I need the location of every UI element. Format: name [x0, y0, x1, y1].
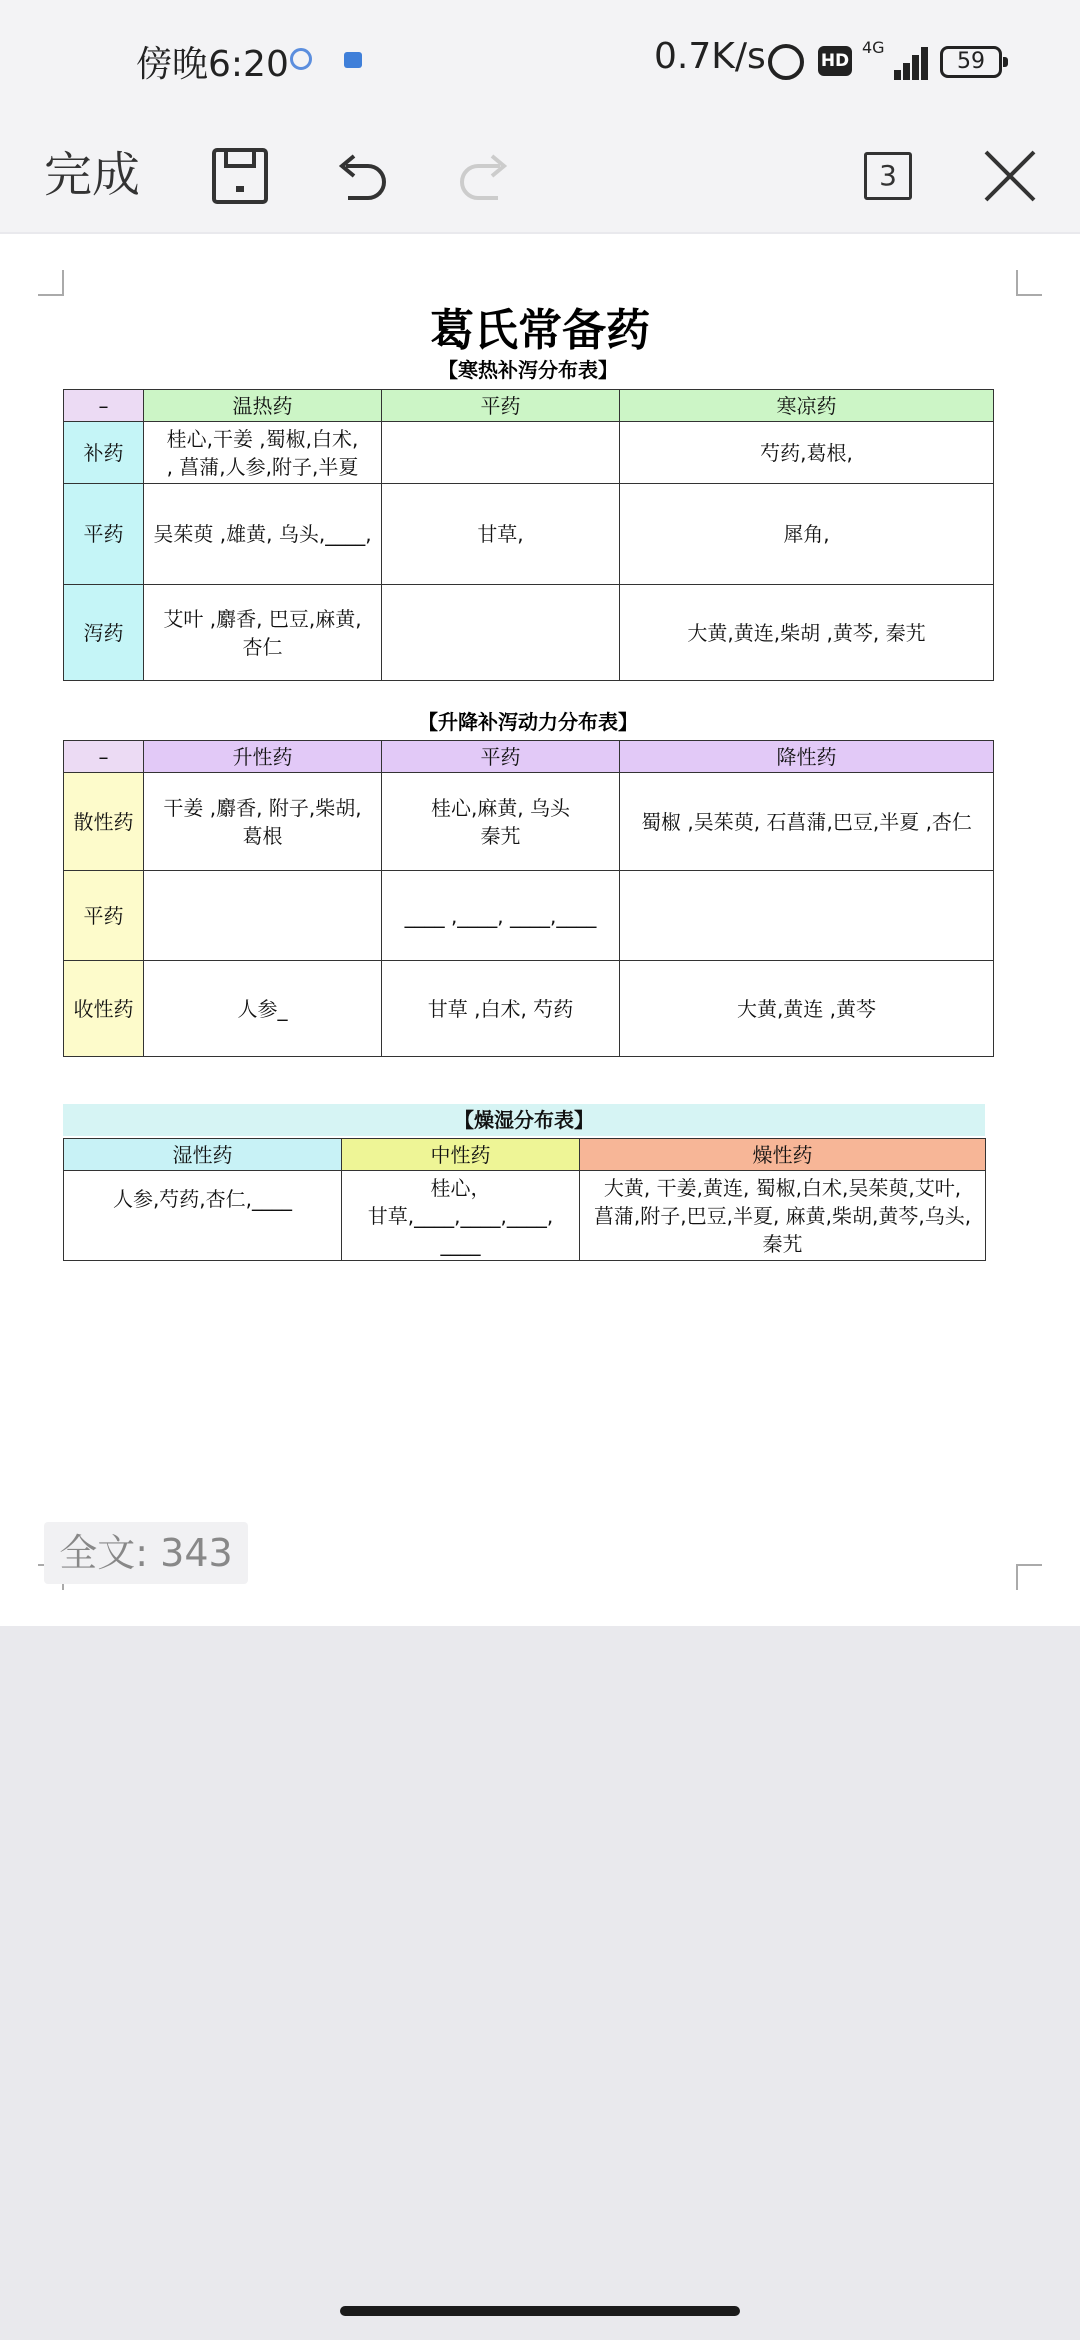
table-header-cell: 平药	[382, 390, 620, 422]
table-header-cell: 燥性药	[580, 1139, 986, 1171]
table-header-cell: 平药	[382, 741, 620, 773]
row-header: 泻药	[64, 585, 144, 681]
close-button[interactable]	[970, 136, 1050, 216]
save-icon	[200, 136, 280, 216]
alarm-icon	[768, 44, 804, 80]
table-row	[64, 422, 994, 484]
table-header-cell: 中性药	[342, 1139, 580, 1171]
table-cell: 犀角,	[620, 484, 994, 585]
page-corner-mark	[38, 270, 64, 296]
row-header: 收性药	[64, 961, 144, 1057]
table1-caption: 【寒热补泻分布表】	[438, 358, 618, 382]
table-cell	[620, 871, 994, 961]
table-cell: 桂心,干姜 ,蜀椒,白术, , 菖蒲,人参,附子,半夏	[144, 422, 382, 484]
message-icon	[344, 52, 362, 68]
page-corner-mark	[1016, 270, 1042, 296]
table-row	[64, 1171, 986, 1261]
table-cell: ____ ,____, ____,____	[382, 871, 620, 961]
table-header-cell: –	[64, 390, 144, 422]
table-cell	[382, 585, 620, 681]
network-speed: 0.7K/s	[654, 36, 766, 77]
battery-icon: 59	[940, 46, 1002, 78]
word-count: 全文: 343	[44, 1522, 248, 1584]
editor-toolbar	[0, 120, 1080, 232]
table-cell: 大黄,黄连 ,黄芩	[620, 961, 994, 1057]
table-row	[64, 484, 994, 585]
row-header: 平药	[64, 484, 144, 585]
page-count: 3	[864, 152, 912, 200]
table-row	[64, 585, 994, 681]
table-cell: 桂心， 甘草,____,____,____, ____	[342, 1171, 580, 1261]
table-dry-damp	[63, 1138, 986, 1261]
table-cell: 艾叶 ,麝香, 巴豆,麻黄, 杏仁	[144, 585, 382, 681]
page-corner-mark	[1016, 1564, 1042, 1590]
done-button[interactable]: 完成	[44, 147, 141, 203]
document-title: 葛氏常备药	[430, 305, 650, 356]
home-indicator[interactable]	[340, 2306, 740, 2316]
row-header: 平药	[64, 871, 144, 961]
table-cell: 大黄,黄连,柴胡 ,黄芩, 秦艽	[620, 585, 994, 681]
table-cell: 芍药,葛根,	[620, 422, 994, 484]
table3-caption: 【燥湿分布表】	[63, 1104, 985, 1136]
document-page[interactable]	[0, 234, 1080, 1626]
undo-icon	[322, 136, 402, 216]
hd-badge: HD	[818, 46, 852, 76]
table-cell: 桂心,麻黄, 乌头 秦艽	[382, 773, 620, 871]
network-type: 4G	[862, 38, 885, 57]
redo-button[interactable]	[444, 136, 524, 216]
table-cell: 大黄, 干姜,黄连, 蜀椒,白术,吴茱萸,艾叶, 菖蒲,附子,巴豆,半夏, 麻黄,柴胡,黄芩,乌头, 秦艽	[580, 1171, 986, 1261]
table-row	[64, 961, 994, 1057]
table-cold-heat	[63, 389, 994, 681]
table-cell: 甘草,	[382, 484, 620, 585]
table-cell: 人参_	[144, 961, 382, 1057]
signal-icon	[880, 46, 930, 80]
table-rise-fall	[63, 740, 994, 1057]
table-cell	[144, 871, 382, 961]
table-header-row	[64, 1139, 986, 1171]
table-header-cell: 降性药	[620, 741, 994, 773]
table-cell: 甘草 ,白术, 芍药	[382, 961, 620, 1057]
row-header: 补药	[64, 422, 144, 484]
undo-button[interactable]	[322, 136, 402, 216]
table-row	[64, 773, 994, 871]
table-header-cell: 温热药	[144, 390, 382, 422]
table-cell: 吴茱萸 ,雄黄, 乌头,____,	[144, 484, 382, 585]
table-header-row	[64, 390, 994, 422]
table-header-cell: 升性药	[144, 741, 382, 773]
table-cell: 干姜 ,麝香, 附子,柴胡, 葛根	[144, 773, 382, 871]
table-header-cell: 寒凉药	[620, 390, 994, 422]
table-row	[64, 871, 994, 961]
table-cell: 蜀椒 ,吴茱萸, 石菖蒲,巴豆,半夏 ,杏仁	[620, 773, 994, 871]
close-icon	[970, 136, 1050, 216]
table-cell	[382, 422, 620, 484]
save-button[interactable]	[200, 136, 280, 216]
status-bar	[0, 0, 1080, 120]
clock-icon	[290, 48, 312, 70]
table2-caption: 【升降补泻动力分布表】	[418, 710, 638, 734]
page-count-button[interactable]	[848, 136, 928, 216]
status-time: 傍晚6:20	[136, 44, 289, 85]
table-header-cell: 湿性药	[64, 1139, 342, 1171]
table-cell: 人参,芍药,杏仁,____	[64, 1171, 342, 1261]
row-header: 散性药	[64, 773, 144, 871]
redo-icon	[444, 136, 524, 216]
table-header-row	[64, 741, 994, 773]
table-header-cell: –	[64, 741, 144, 773]
